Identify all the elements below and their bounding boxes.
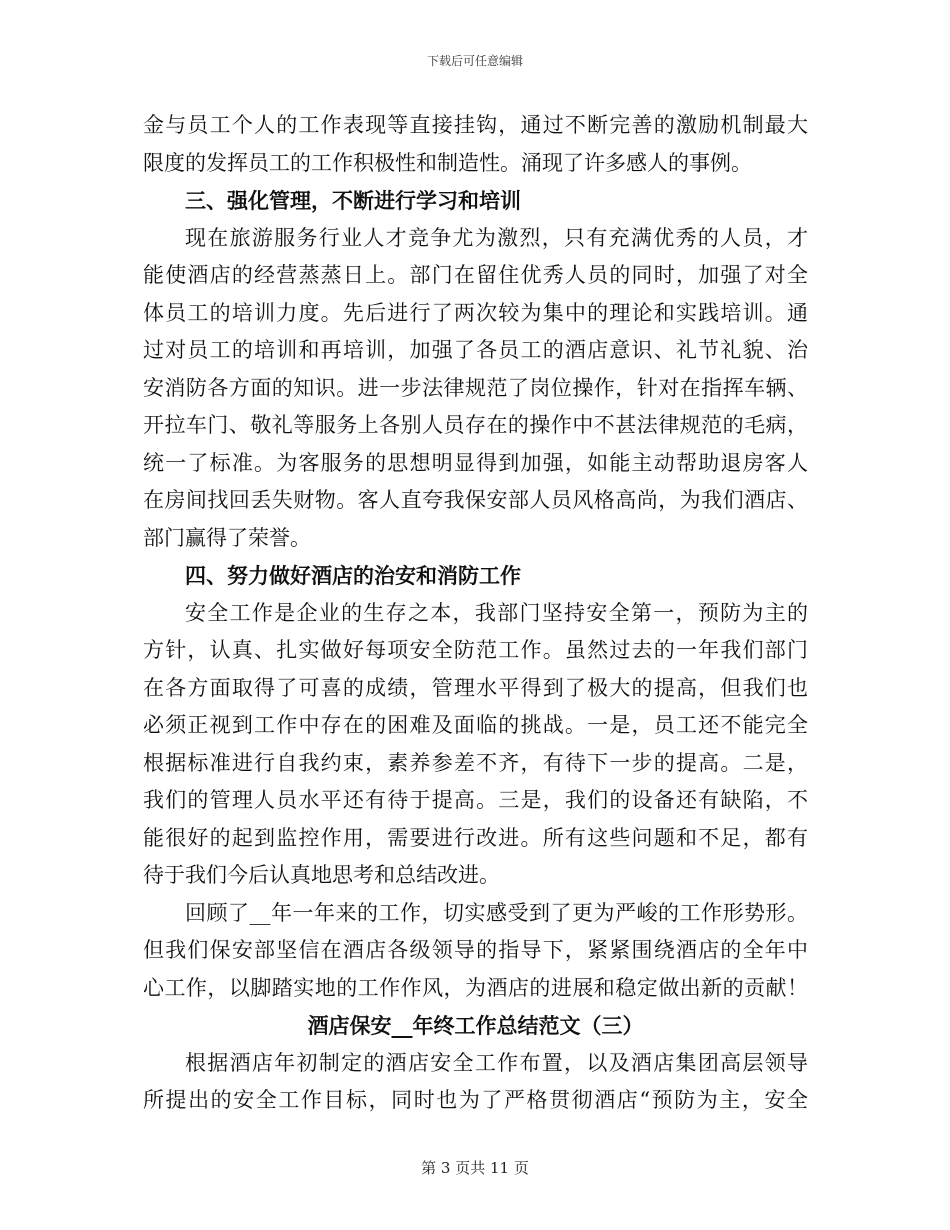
page-footer: 第 3 页共 11 页 bbox=[421, 1159, 529, 1177]
paragraph-last-line: 部门赢得了荣誉。 bbox=[143, 525, 311, 550]
text-line: 体员工的培训力度。先后进行了两次较为集中的理论和实践培训。通 bbox=[143, 300, 808, 325]
section-heading: 三、强化管理，不断进行学习和培训 bbox=[185, 188, 521, 213]
paragraph-first-line: 现在旅游服务行业人才竞争尤为激烈，只有充满优秀的人员，才 bbox=[185, 225, 808, 250]
text-line: 统一了标准。为客服务的思想明显得到加强，如能主动帮助退房客人 bbox=[143, 450, 808, 475]
page-header: 下载后可任意编辑 bbox=[426, 54, 523, 68]
text-line: 我们的管理人员水平还有待于提高。三是，我们的设备还有缺陷，不 bbox=[143, 788, 808, 812]
paragraph-last-line: 限度的发挥员工的工作积极性和制造性。涌现了许多感人的事例。 bbox=[143, 150, 752, 175]
text-line: 开拉车门、敬礼等服务上各别人员存在的操作中不甚法律规范的毛病， bbox=[143, 413, 808, 437]
paragraph-last-line: 待于我们今后认真地思考和总结改进。 bbox=[143, 863, 500, 887]
document-title: 酒店保安__年终工作总结范文（三） bbox=[307, 1013, 644, 1038]
text-line: 所提出的安全工作目标，同时也为了严格贯彻酒店“预防为主，安全 bbox=[143, 1088, 808, 1112]
text-line: 但我们保安部坚信在酒店各级领导的指导下，紧紧围绕酒店的全年中 bbox=[143, 938, 808, 962]
paragraph-first-line: 根据酒店年初制定的酒店安全工作布置，以及酒店集团高层领导 bbox=[185, 1050, 808, 1075]
paragraph-first-line: 回顾了__年一年来的工作，切实感受到了更为严峻的工作形势形。 bbox=[185, 900, 808, 925]
text-line: 在各方面取得了可喜的成绩，管理水平得到了极大的提高，但我们也 bbox=[143, 675, 808, 700]
text-line: 金与员工个人的工作表现等直接挂钩，通过不断完善的激励机制最大 bbox=[143, 113, 808, 137]
text-line: 能很好的起到监控作用，需要进行改进。所有这些问题和不足，都有 bbox=[143, 825, 808, 850]
text-line: 安消防各方面的知识。进一步法律规范了岗位操作，针对在指挥车辆、 bbox=[143, 375, 808, 400]
text-line: 必须正视到工作中存在的困难及面临的挑战。一是，员工还不能完全 bbox=[143, 713, 808, 737]
text-line: 在房间找回丢失财物。客人直夸我保安部人员风格高尚，为我们酒店、 bbox=[143, 488, 808, 512]
text-line: 过对员工的培训和再培训，加强了各员工的酒店意识、礼节礼貌、治 bbox=[143, 338, 808, 362]
text-line: 心工作，以脚踏实地的工作作风，为酒店的进展和稳定做出新的贡献！ bbox=[143, 975, 808, 1000]
section-heading: 四、努力做好酒店的治安和消防工作 bbox=[185, 563, 521, 588]
text-line: 方针，认真、扎实做好每项安全防范工作。虽然过去的一年我们部门 bbox=[143, 638, 808, 662]
text-line: 根据标准进行自我约束，素养参差不齐，有待下一步的提高。二是， bbox=[143, 750, 808, 775]
text-line: 能使酒店的经营蒸蒸日上。部门在留住优秀人员的同时，加强了对全 bbox=[143, 263, 808, 287]
paragraph-first-line: 安全工作是企业的生存之本，我部门坚持安全第一，预防为主的 bbox=[185, 600, 808, 625]
document-body bbox=[143, 107, 808, 1120]
